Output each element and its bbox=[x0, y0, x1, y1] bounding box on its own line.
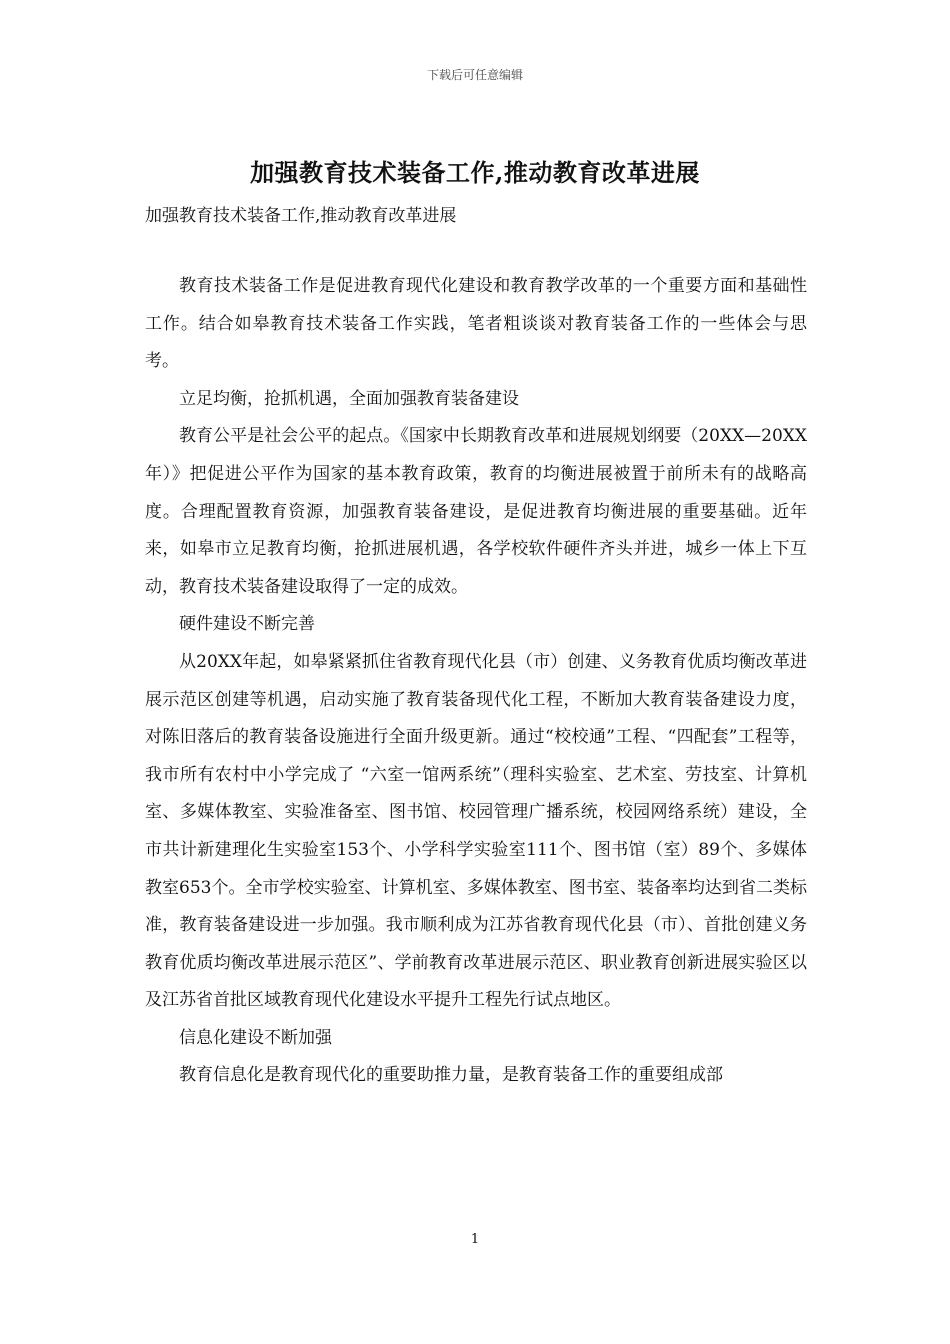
paragraph-equity: 教育公平是社会公平的起点。《国家中长期教育改革和进展规划纲要（20XX—20XX年）》把促进公平作为国家的基本教育政策，教育的均衡进展被置于前所未有的战略高度。合理配置教育资源，加强教育装备建设，是促进教育均衡进展的重要基础。近年来，如皋市立足教育均衡，抢抓进展机遇，各学校软件硬件齐头并进，城乡一体上下互动，教育技术装备建设取得了一定的成效。 bbox=[145, 426, 807, 597]
header-note: 下载后可任意编辑 bbox=[426, 68, 523, 82]
document-body bbox=[145, 268, 807, 1095]
document-title: 加强教育技术装备工作,推动教育改革进展 bbox=[250, 158, 700, 187]
paragraph-hardware: 从20XX年起，如皋紧紧抓住省教育现代化县（市）创建、义务教育优质均衡改革进展示范区创建等机遇，启动实施了教育装备现代化工程，不断加大教育装备建设力度，对陈旧落后的教育装备设施进行全面升级更新。通过“校校通”工程、“四配套”工程等，我市所有农村中小学完成了 “六室一馆两系统”（理科实验室、艺术室、劳技室、计算机室、多媒体教室、实验准备室、图书馆、校园管理广播系统，校园网络系统）建设，全市共计新建理化生实验室153个、小学科学实验室111个、图书馆（室）89个、多媒体教室653个。全市学校实验室、计算机室、多媒体教室、图书室、装备率均达到省二类标准，教育装备建设进一步加强。我市顺利成为江苏省教育现代化县（市）、首批创建义务教育优质均衡改革进展示范区”、学前教育改革进展示范区、职业教育创新进展实验区以及江苏省首批区域教育现代化建设水平提升工程先行试点地区。 bbox=[145, 651, 807, 1011]
document-subtitle: 加强教育技术装备工作,推动教育改革进展 bbox=[145, 206, 457, 226]
paragraph-intro: 教育技术装备工作是促进教育现代化建设和教育教学改革的一个重要方面和基础性工作。结合如皋教育技术装备工作实践，笔者粗谈谈对教育装备工作的一些体会与思考。 bbox=[145, 276, 807, 372]
section-heading-informatization: 信息化建设不断加强 bbox=[179, 1027, 332, 1048]
section-heading-hardware: 硬件建设不断完善 bbox=[179, 614, 315, 635]
paragraph-informatization: 教育信息化是教育现代化的重要助推力量，是教育装备工作的重要组成部 bbox=[179, 1065, 723, 1086]
section-heading-balance: 立足均衡，抢抓机遇，全面加强教育装备建设 bbox=[179, 388, 519, 409]
page-number: 1 bbox=[470, 1232, 480, 1247]
